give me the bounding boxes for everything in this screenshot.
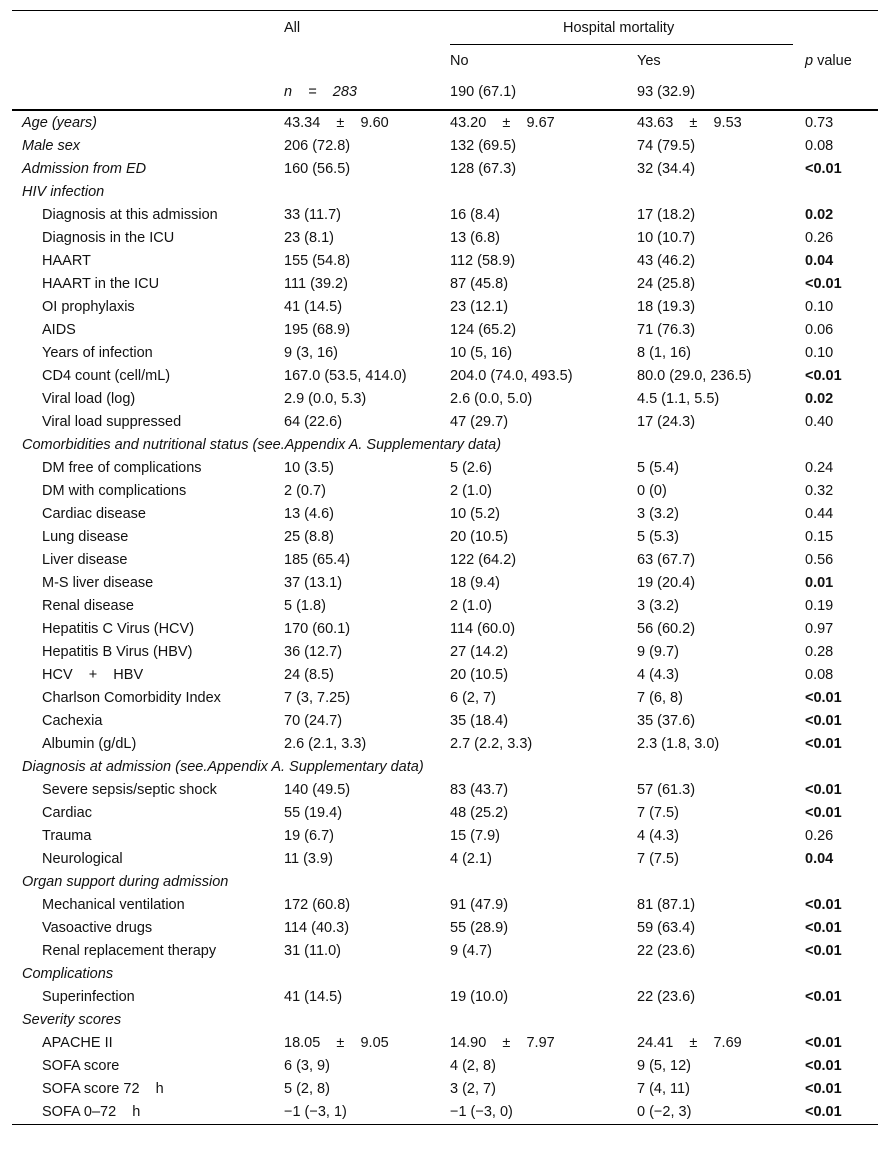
row-label: Neurological bbox=[42, 851, 123, 867]
cell-p-value: 0.01 bbox=[805, 575, 834, 591]
cell-yes: 10 (10.7) bbox=[637, 230, 696, 246]
cell-p-value: 0.73 bbox=[805, 115, 834, 131]
cell-no: 6 (2, 7) bbox=[450, 690, 496, 706]
cell-all: 41 (14.5) bbox=[284, 299, 343, 315]
table-row bbox=[12, 733, 878, 756]
col-header-no: No bbox=[450, 53, 469, 69]
section-header-row bbox=[12, 756, 878, 779]
row-label: Renal disease bbox=[42, 598, 134, 614]
cell-p-value: 0.15 bbox=[805, 529, 834, 545]
cell-p-value: 0.26 bbox=[805, 230, 834, 246]
cell-no: 87 (45.8) bbox=[450, 276, 509, 292]
cell-no: 124 (65.2) bbox=[450, 322, 517, 338]
cell-p-value: 0.24 bbox=[805, 460, 834, 476]
table-row bbox=[12, 227, 878, 250]
cell-no: 112 (58.9) bbox=[450, 253, 516, 269]
cell-p-value: 0.32 bbox=[805, 483, 834, 499]
cell-yes: 80.0 (29.0, 236.5) bbox=[637, 368, 752, 384]
cell-all: 11 (3.9) bbox=[284, 851, 333, 867]
row-label: SOFA score bbox=[42, 1058, 120, 1074]
cell-yes: 22 (23.6) bbox=[637, 989, 696, 1005]
table-row bbox=[12, 549, 878, 572]
row-label: SOFA score 72 h bbox=[42, 1081, 164, 1097]
section-header-row bbox=[12, 434, 878, 457]
table-row bbox=[12, 595, 878, 618]
table-row bbox=[12, 250, 878, 273]
table-row bbox=[12, 917, 878, 940]
row-label: Cardiac bbox=[42, 805, 92, 821]
table-row bbox=[12, 204, 878, 227]
table-row bbox=[12, 641, 878, 664]
table-row bbox=[12, 526, 878, 549]
cell-no: 2.7 (2.2, 3.3) bbox=[450, 736, 533, 752]
cell-all: 155 (54.8) bbox=[284, 253, 351, 269]
cell-p-value: <0.01 bbox=[805, 920, 842, 936]
cell-no: 14.90 ± 7.97 bbox=[450, 1035, 555, 1051]
row-label: Liver disease bbox=[42, 552, 128, 568]
cell-yes: 7 (7.5) bbox=[637, 805, 679, 821]
cell-p-value: 0.28 bbox=[805, 644, 834, 660]
cell-no: 27 (14.2) bbox=[450, 644, 509, 660]
table-row bbox=[12, 618, 878, 641]
cell-yes: 0 (−2, 3) bbox=[637, 1104, 692, 1120]
cell-p-value: 0.10 bbox=[805, 299, 834, 315]
cell-all: 172 (60.8) bbox=[284, 897, 351, 913]
cell-no: 132 (69.5) bbox=[450, 138, 517, 154]
table-row bbox=[12, 940, 878, 963]
cell-yes: 4 (4.3) bbox=[637, 667, 679, 683]
cell-all: 206 (72.8) bbox=[284, 138, 351, 154]
row-label: Superinfection bbox=[42, 989, 135, 1005]
row-label: SOFA 0–72 h bbox=[42, 1104, 141, 1120]
cell-all: 25 (8.8) bbox=[284, 529, 334, 545]
cell-yes: 0 (0) bbox=[637, 483, 667, 499]
table-row bbox=[12, 779, 878, 802]
cell-all: 64 (22.6) bbox=[284, 414, 343, 430]
table-row bbox=[12, 687, 878, 710]
cell-all: 10 (3.5) bbox=[284, 460, 334, 476]
section-label: Organ support during admission bbox=[22, 874, 229, 890]
section-header-row bbox=[12, 181, 878, 204]
cell-all: 111 (39.2) bbox=[284, 276, 348, 292]
cell-yes: 74 (79.5) bbox=[637, 138, 696, 154]
cell-yes: 3 (3.2) bbox=[637, 598, 679, 614]
col-header-p-value bbox=[805, 53, 852, 69]
cell-p-value: <0.01 bbox=[805, 989, 842, 1005]
cell-yes: 19 (20.4) bbox=[637, 575, 696, 591]
cell-all: 18.05 ± 9.05 bbox=[284, 1035, 389, 1051]
cell-no: 48 (25.2) bbox=[450, 805, 509, 821]
cell-all: 185 (65.4) bbox=[284, 552, 351, 568]
cell-no: 20 (10.5) bbox=[450, 667, 509, 683]
table-row bbox=[12, 986, 878, 1009]
cell-all: 13 (4.6) bbox=[284, 506, 334, 522]
cell-all: 36 (12.7) bbox=[284, 644, 343, 660]
row-label: Admission from ED bbox=[22, 161, 147, 177]
row-label: M-S liver disease bbox=[42, 575, 154, 591]
cell-all: 9 (3, 16) bbox=[284, 345, 338, 361]
row-label: Diagnosis in the ICU bbox=[42, 230, 175, 246]
cell-yes: 56 (60.2) bbox=[637, 621, 696, 637]
col-header-all: All bbox=[284, 20, 301, 36]
table-row bbox=[12, 158, 878, 181]
cell-all: 7 (3, 7.25) bbox=[284, 690, 351, 706]
cell-yes: 71 (76.3) bbox=[637, 322, 696, 338]
cell-no: 10 (5.2) bbox=[450, 506, 500, 522]
cell-all: 2 (0.7) bbox=[284, 483, 326, 499]
table-row bbox=[12, 1032, 878, 1055]
cell-yes: 22 (23.6) bbox=[637, 943, 696, 959]
cell-no: 16 (8.4) bbox=[450, 207, 500, 223]
cell-no: 2.6 (0.0, 5.0) bbox=[450, 391, 533, 407]
cell-no: 2 (1.0) bbox=[450, 598, 492, 614]
cell-no: 18 (9.4) bbox=[450, 575, 500, 591]
table-row bbox=[12, 342, 878, 365]
cell-yes: 35 (37.6) bbox=[637, 713, 696, 729]
cell-yes: 43.63 ± 9.53 bbox=[637, 115, 742, 131]
cell-yes: 7 (6, 8) bbox=[637, 690, 683, 706]
cell-p-value: 0.02 bbox=[805, 391, 834, 407]
cell-yes: 59 (63.4) bbox=[637, 920, 696, 936]
cell-yes: 18 (19.3) bbox=[637, 299, 696, 315]
cell-all: 167.0 (53.5, 414.0) bbox=[284, 368, 407, 384]
cell-all: 33 (11.7) bbox=[284, 207, 341, 223]
row-label: Hepatitis B Virus (HBV) bbox=[42, 644, 193, 660]
cell-yes: 8 (1, 16) bbox=[637, 345, 691, 361]
cell-p-value: <0.01 bbox=[805, 805, 842, 821]
cell-p-value: <0.01 bbox=[805, 713, 842, 729]
col-header-yes: Yes bbox=[637, 53, 661, 69]
table-row bbox=[12, 664, 878, 687]
cell-p-value: <0.01 bbox=[805, 161, 842, 177]
cell-yes: 17 (24.3) bbox=[637, 414, 696, 430]
row-label: Mechanical ventilation bbox=[42, 897, 185, 913]
cell-no: 15 (7.9) bbox=[450, 828, 500, 844]
row-label: Hepatitis C Virus (HCV) bbox=[42, 621, 195, 637]
section-header-row bbox=[12, 871, 878, 894]
cell-all: 31 (11.0) bbox=[284, 943, 341, 959]
cell-no: 55 (28.9) bbox=[450, 920, 509, 936]
cell-no: 5 (2.6) bbox=[450, 460, 492, 476]
cell-no: 47 (29.7) bbox=[450, 414, 509, 430]
cell-yes: 4 (4.3) bbox=[637, 828, 679, 844]
cell-no: 83 (43.7) bbox=[450, 782, 509, 798]
cell-all: 2.9 (0.0, 5.3) bbox=[284, 391, 367, 407]
cell-no: 35 (18.4) bbox=[450, 713, 509, 729]
row-label: AIDS bbox=[42, 322, 76, 338]
row-label: Vasoactive drugs bbox=[42, 920, 153, 936]
cell-no: 10 (5, 16) bbox=[450, 345, 513, 361]
cell-yes: 24.41 ± 7.69 bbox=[637, 1035, 742, 1051]
cell-p-value: <0.01 bbox=[805, 1081, 842, 1097]
table-row bbox=[12, 1101, 878, 1124]
cell-yes: 24 (25.8) bbox=[637, 276, 696, 292]
cell-all: 160 (56.5) bbox=[284, 161, 351, 177]
p-rest: value bbox=[813, 53, 852, 69]
cell-p-value: 0.04 bbox=[805, 851, 834, 867]
row-label: Viral load (log) bbox=[42, 391, 136, 407]
cell-yes: 5 (5.3) bbox=[637, 529, 679, 545]
table-header bbox=[12, 11, 878, 111]
cell-no: 2 (1.0) bbox=[450, 483, 492, 499]
cell-all: 5 (1.8) bbox=[284, 598, 326, 614]
cell-no: 3 (2, 7) bbox=[450, 1081, 496, 1097]
row-label: Lung disease bbox=[42, 529, 129, 545]
n-all: n = 283 bbox=[284, 84, 357, 100]
cell-no: 204.0 (74.0, 493.5) bbox=[450, 368, 573, 384]
cell-no: 4 (2, 8) bbox=[450, 1058, 496, 1074]
table-row bbox=[12, 296, 878, 319]
cell-all: 114 (40.3) bbox=[284, 920, 350, 936]
cell-all: 70 (24.7) bbox=[284, 713, 343, 729]
cell-no: 23 (12.1) bbox=[450, 299, 509, 315]
row-label: APACHE II bbox=[42, 1035, 113, 1051]
cell-yes: 9 (5, 12) bbox=[637, 1058, 691, 1074]
cell-p-value: 0.44 bbox=[805, 506, 834, 522]
row-label: Years of infection bbox=[42, 345, 153, 361]
row-label: Viral load suppressed bbox=[42, 414, 182, 430]
cell-all: 5 (2, 8) bbox=[284, 1081, 330, 1097]
cell-p-value: 0.26 bbox=[805, 828, 834, 844]
row-label: Renal replacement therapy bbox=[42, 943, 217, 959]
row-label: Severe sepsis/septic shock bbox=[42, 782, 217, 798]
table-row bbox=[12, 135, 878, 158]
table-row bbox=[12, 894, 878, 917]
cell-p-value: 0.19 bbox=[805, 598, 834, 614]
cell-all: 140 (49.5) bbox=[284, 782, 351, 798]
cell-p-value: 0.56 bbox=[805, 552, 834, 568]
section-label: Complications bbox=[22, 966, 114, 982]
section-label: Severity scores bbox=[22, 1012, 122, 1028]
cell-no: 122 (64.2) bbox=[450, 552, 517, 568]
cell-p-value: 0.10 bbox=[805, 345, 834, 361]
table-row bbox=[12, 1055, 878, 1078]
cell-p-value: <0.01 bbox=[805, 276, 842, 292]
cell-yes: 9 (9.7) bbox=[637, 644, 679, 660]
cell-no: −1 (−3, 0) bbox=[450, 1104, 513, 1120]
cell-yes: 43 (46.2) bbox=[637, 253, 696, 269]
table-row bbox=[12, 1078, 878, 1101]
row-label: Male sex bbox=[22, 138, 81, 154]
table-row bbox=[12, 710, 878, 733]
section-label: HIV infection bbox=[22, 184, 105, 200]
header-divider bbox=[450, 44, 793, 45]
cell-p-value: 0.97 bbox=[805, 621, 834, 637]
cell-yes: 63 (67.7) bbox=[637, 552, 696, 568]
cell-all: 24 (8.5) bbox=[284, 667, 334, 683]
n-yes: 93 (32.9) bbox=[637, 84, 696, 100]
table-row bbox=[12, 572, 878, 595]
cell-all: 41 (14.5) bbox=[284, 989, 343, 1005]
row-label: CD4 count (cell/mL) bbox=[42, 368, 171, 384]
cell-p-value: <0.01 bbox=[805, 897, 842, 913]
cell-p-value: 0.02 bbox=[805, 207, 834, 223]
cell-yes: 7 (4, 11) bbox=[637, 1081, 690, 1097]
table-row bbox=[12, 848, 878, 871]
cell-p-value: 0.40 bbox=[805, 414, 834, 430]
cell-all: 23 (8.1) bbox=[284, 230, 334, 246]
row-label: Trauma bbox=[42, 828, 92, 844]
cell-no: 43.20 ± 9.67 bbox=[450, 115, 555, 131]
cell-p-value: 0.04 bbox=[805, 253, 834, 269]
cell-all: 19 (6.7) bbox=[284, 828, 334, 844]
cell-all: 43.34 ± 9.60 bbox=[284, 115, 389, 131]
cell-p-value: <0.01 bbox=[805, 1058, 842, 1074]
row-label: Diagnosis at this admission bbox=[42, 207, 218, 223]
cell-all: 170 (60.1) bbox=[284, 621, 351, 637]
row-label: HAART bbox=[42, 253, 91, 269]
row-label: Cardiac disease bbox=[42, 506, 146, 522]
cell-yes: 5 (5.4) bbox=[637, 460, 679, 476]
row-label: Age (years) bbox=[22, 115, 97, 131]
col-header-hospital-mortality: Hospital mortality bbox=[563, 20, 675, 36]
cell-yes: 17 (18.2) bbox=[637, 207, 696, 223]
cell-no: 91 (47.9) bbox=[450, 897, 509, 913]
p-italic: p bbox=[805, 53, 814, 69]
table-row bbox=[12, 365, 878, 388]
cell-all: 195 (68.9) bbox=[284, 322, 351, 338]
n-no: 190 (67.1) bbox=[450, 84, 517, 100]
cell-yes: 32 (34.4) bbox=[637, 161, 696, 177]
table-row bbox=[12, 480, 878, 503]
row-label: DM free of complications bbox=[42, 460, 202, 476]
cell-all: 6 (3, 9) bbox=[284, 1058, 330, 1074]
results-table bbox=[12, 10, 878, 1125]
cell-p-value: <0.01 bbox=[805, 782, 842, 798]
cell-p-value: <0.01 bbox=[805, 1104, 842, 1120]
cell-yes: 3 (3.2) bbox=[637, 506, 679, 522]
section-header-row bbox=[12, 963, 878, 986]
cell-p-value: 0.06 bbox=[805, 322, 834, 338]
cell-p-value: 0.08 bbox=[805, 138, 834, 154]
row-label: Cachexia bbox=[42, 713, 103, 729]
cell-yes: 2.3 (1.8, 3.0) bbox=[637, 736, 720, 752]
cell-no: 20 (10.5) bbox=[450, 529, 509, 545]
cell-no: 114 (60.0) bbox=[450, 621, 516, 637]
cell-yes: 57 (61.3) bbox=[637, 782, 696, 798]
section-header-row bbox=[12, 1009, 878, 1032]
cell-all: 37 (13.1) bbox=[284, 575, 343, 591]
table-body bbox=[12, 111, 878, 1124]
cell-p-value: <0.01 bbox=[805, 736, 842, 752]
table-row bbox=[12, 319, 878, 342]
cell-p-value: <0.01 bbox=[805, 368, 842, 384]
cell-p-value: <0.01 bbox=[805, 1035, 842, 1051]
cell-yes: 4.5 (1.1, 5.5) bbox=[637, 391, 720, 407]
table-row bbox=[12, 825, 878, 848]
row-label: Charlson Comorbidity Index bbox=[42, 690, 221, 706]
section-label: Diagnosis at admission (see.Appendix A. Supplementary data) bbox=[22, 759, 424, 775]
cell-all: 2.6 (2.1, 3.3) bbox=[284, 736, 367, 752]
row-label: Albumin (g/dL) bbox=[42, 736, 137, 752]
cell-p-value: <0.01 bbox=[805, 943, 842, 959]
row-label: OI prophylaxis bbox=[42, 299, 135, 315]
cell-yes: 7 (7.5) bbox=[637, 851, 679, 867]
row-label: HCV + HBV bbox=[42, 667, 144, 683]
table-row bbox=[12, 457, 878, 480]
table-row bbox=[12, 112, 878, 135]
table-row bbox=[12, 802, 878, 825]
cell-no: 9 (4.7) bbox=[450, 943, 492, 959]
cell-p-value: 0.08 bbox=[805, 667, 834, 683]
cell-no: 13 (6.8) bbox=[450, 230, 500, 246]
table-row bbox=[12, 273, 878, 296]
cell-all: 55 (19.4) bbox=[284, 805, 343, 821]
cell-no: 128 (67.3) bbox=[450, 161, 517, 177]
cell-no: 4 (2.1) bbox=[450, 851, 492, 867]
table-row bbox=[12, 388, 878, 411]
cell-all: −1 (−3, 1) bbox=[284, 1104, 347, 1120]
row-label: DM with complications bbox=[42, 483, 187, 499]
cell-yes: 81 (87.1) bbox=[637, 897, 696, 913]
table-row bbox=[12, 503, 878, 526]
section-label: Comorbidities and nutritional status (see.Appendix A. Supplementary data) bbox=[22, 437, 502, 453]
cell-no: 19 (10.0) bbox=[450, 989, 509, 1005]
table-row bbox=[12, 411, 878, 434]
cell-p-value: <0.01 bbox=[805, 690, 842, 706]
row-label: HAART in the ICU bbox=[42, 276, 160, 292]
